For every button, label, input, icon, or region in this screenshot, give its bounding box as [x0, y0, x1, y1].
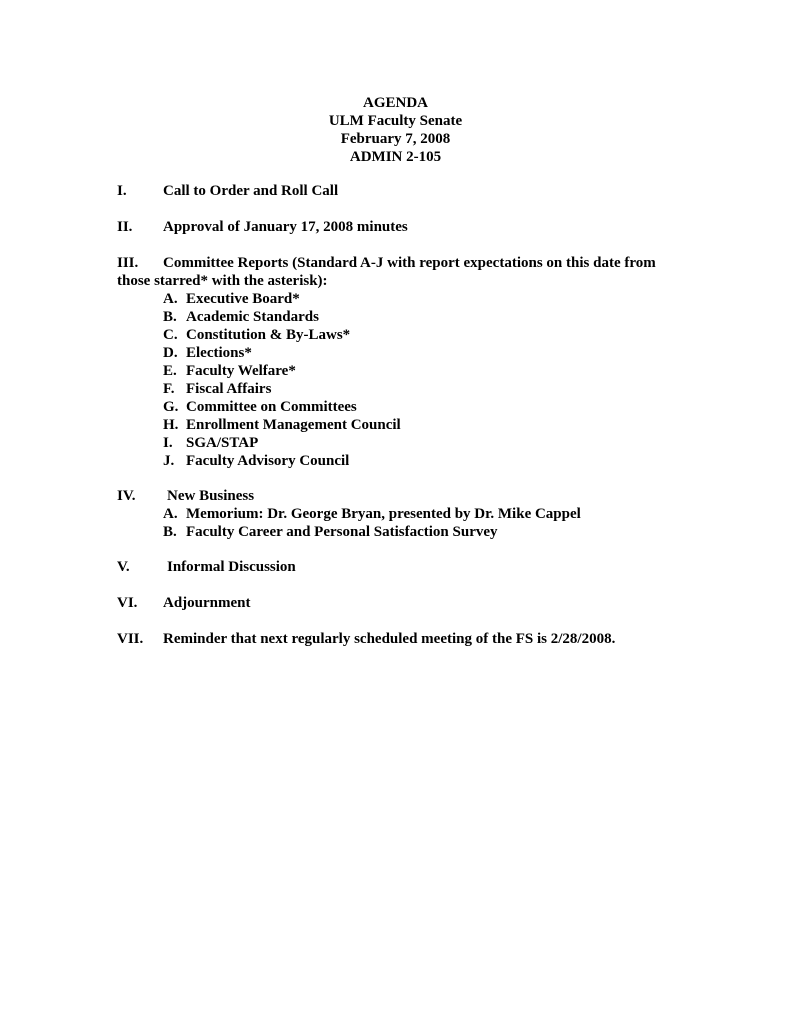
committee-letter: F. — [163, 381, 175, 397]
agenda-item-text: Reminder that next regularly scheduled meeting of the FS is 2/28/2008. — [163, 631, 616, 647]
organization-name: ULM Faculty Senate — [328, 113, 463, 129]
committee-name: Elections* — [186, 345, 252, 361]
agenda-item-numeral: IV. — [117, 488, 136, 504]
committee-name: Fiscal Affairs — [186, 381, 272, 397]
committee-letter: C. — [163, 327, 178, 343]
new-business-letter: B. — [163, 524, 177, 540]
agenda-item-text-continuation: those starred* with the asterisk): — [117, 273, 328, 289]
meeting-date: February 7, 2008 — [340, 131, 451, 147]
agenda-item-numeral: VI. — [117, 595, 138, 611]
agenda-item-text: Informal Discussion — [167, 559, 296, 575]
committee-letter: J. — [163, 453, 175, 469]
new-business-text: Faculty Career and Personal Satisfaction Survey — [186, 524, 498, 540]
committee-name: Academic Standards — [186, 309, 319, 325]
new-business-text: Memorium: Dr. George Bryan, presented by Dr. Mike Cappel — [186, 506, 581, 522]
agenda-title: AGENDA — [362, 95, 428, 111]
new-business-letter: A. — [163, 506, 178, 522]
committee-name: Faculty Welfare* — [186, 363, 296, 379]
committee-name: Enrollment Management Council — [186, 417, 401, 433]
committee-letter: B. — [163, 309, 177, 325]
agenda-item-text: Approval of January 17, 2008 minutes — [163, 219, 408, 235]
agenda-item-text: Call to Order and Roll Call — [163, 183, 339, 199]
agenda-item-numeral: II. — [117, 219, 133, 235]
committee-name: Constitution & By-Laws* — [186, 327, 351, 343]
agenda-item-numeral: I. — [117, 183, 127, 199]
agenda-item-numeral: V. — [117, 559, 130, 575]
committee-letter: E. — [163, 363, 177, 379]
meeting-location: ADMIN 2-105 — [349, 149, 442, 165]
committee-name: Executive Board* — [186, 291, 300, 307]
committee-letter: A. — [163, 291, 178, 307]
committee-letter: I. — [163, 435, 173, 451]
agenda-item-text: Committee Reports (Standard A-J with report expectations on this date from — [163, 255, 656, 271]
agenda-item-text: New Business — [167, 488, 255, 504]
committee-letter: H. — [163, 417, 179, 433]
committee-name: SGA/STAP — [186, 435, 259, 451]
agenda-item-text: Adjournment — [163, 595, 251, 611]
agenda-header — [0, 94, 791, 166]
committee-letter: D. — [163, 345, 178, 361]
committee-name: Committee on Committees — [186, 399, 357, 415]
agenda-item-numeral: VII. — [117, 631, 144, 647]
committee-letter: G. — [163, 399, 179, 415]
agenda-item-numeral: III. — [117, 255, 139, 271]
committee-name: Faculty Advisory Council — [186, 453, 350, 469]
